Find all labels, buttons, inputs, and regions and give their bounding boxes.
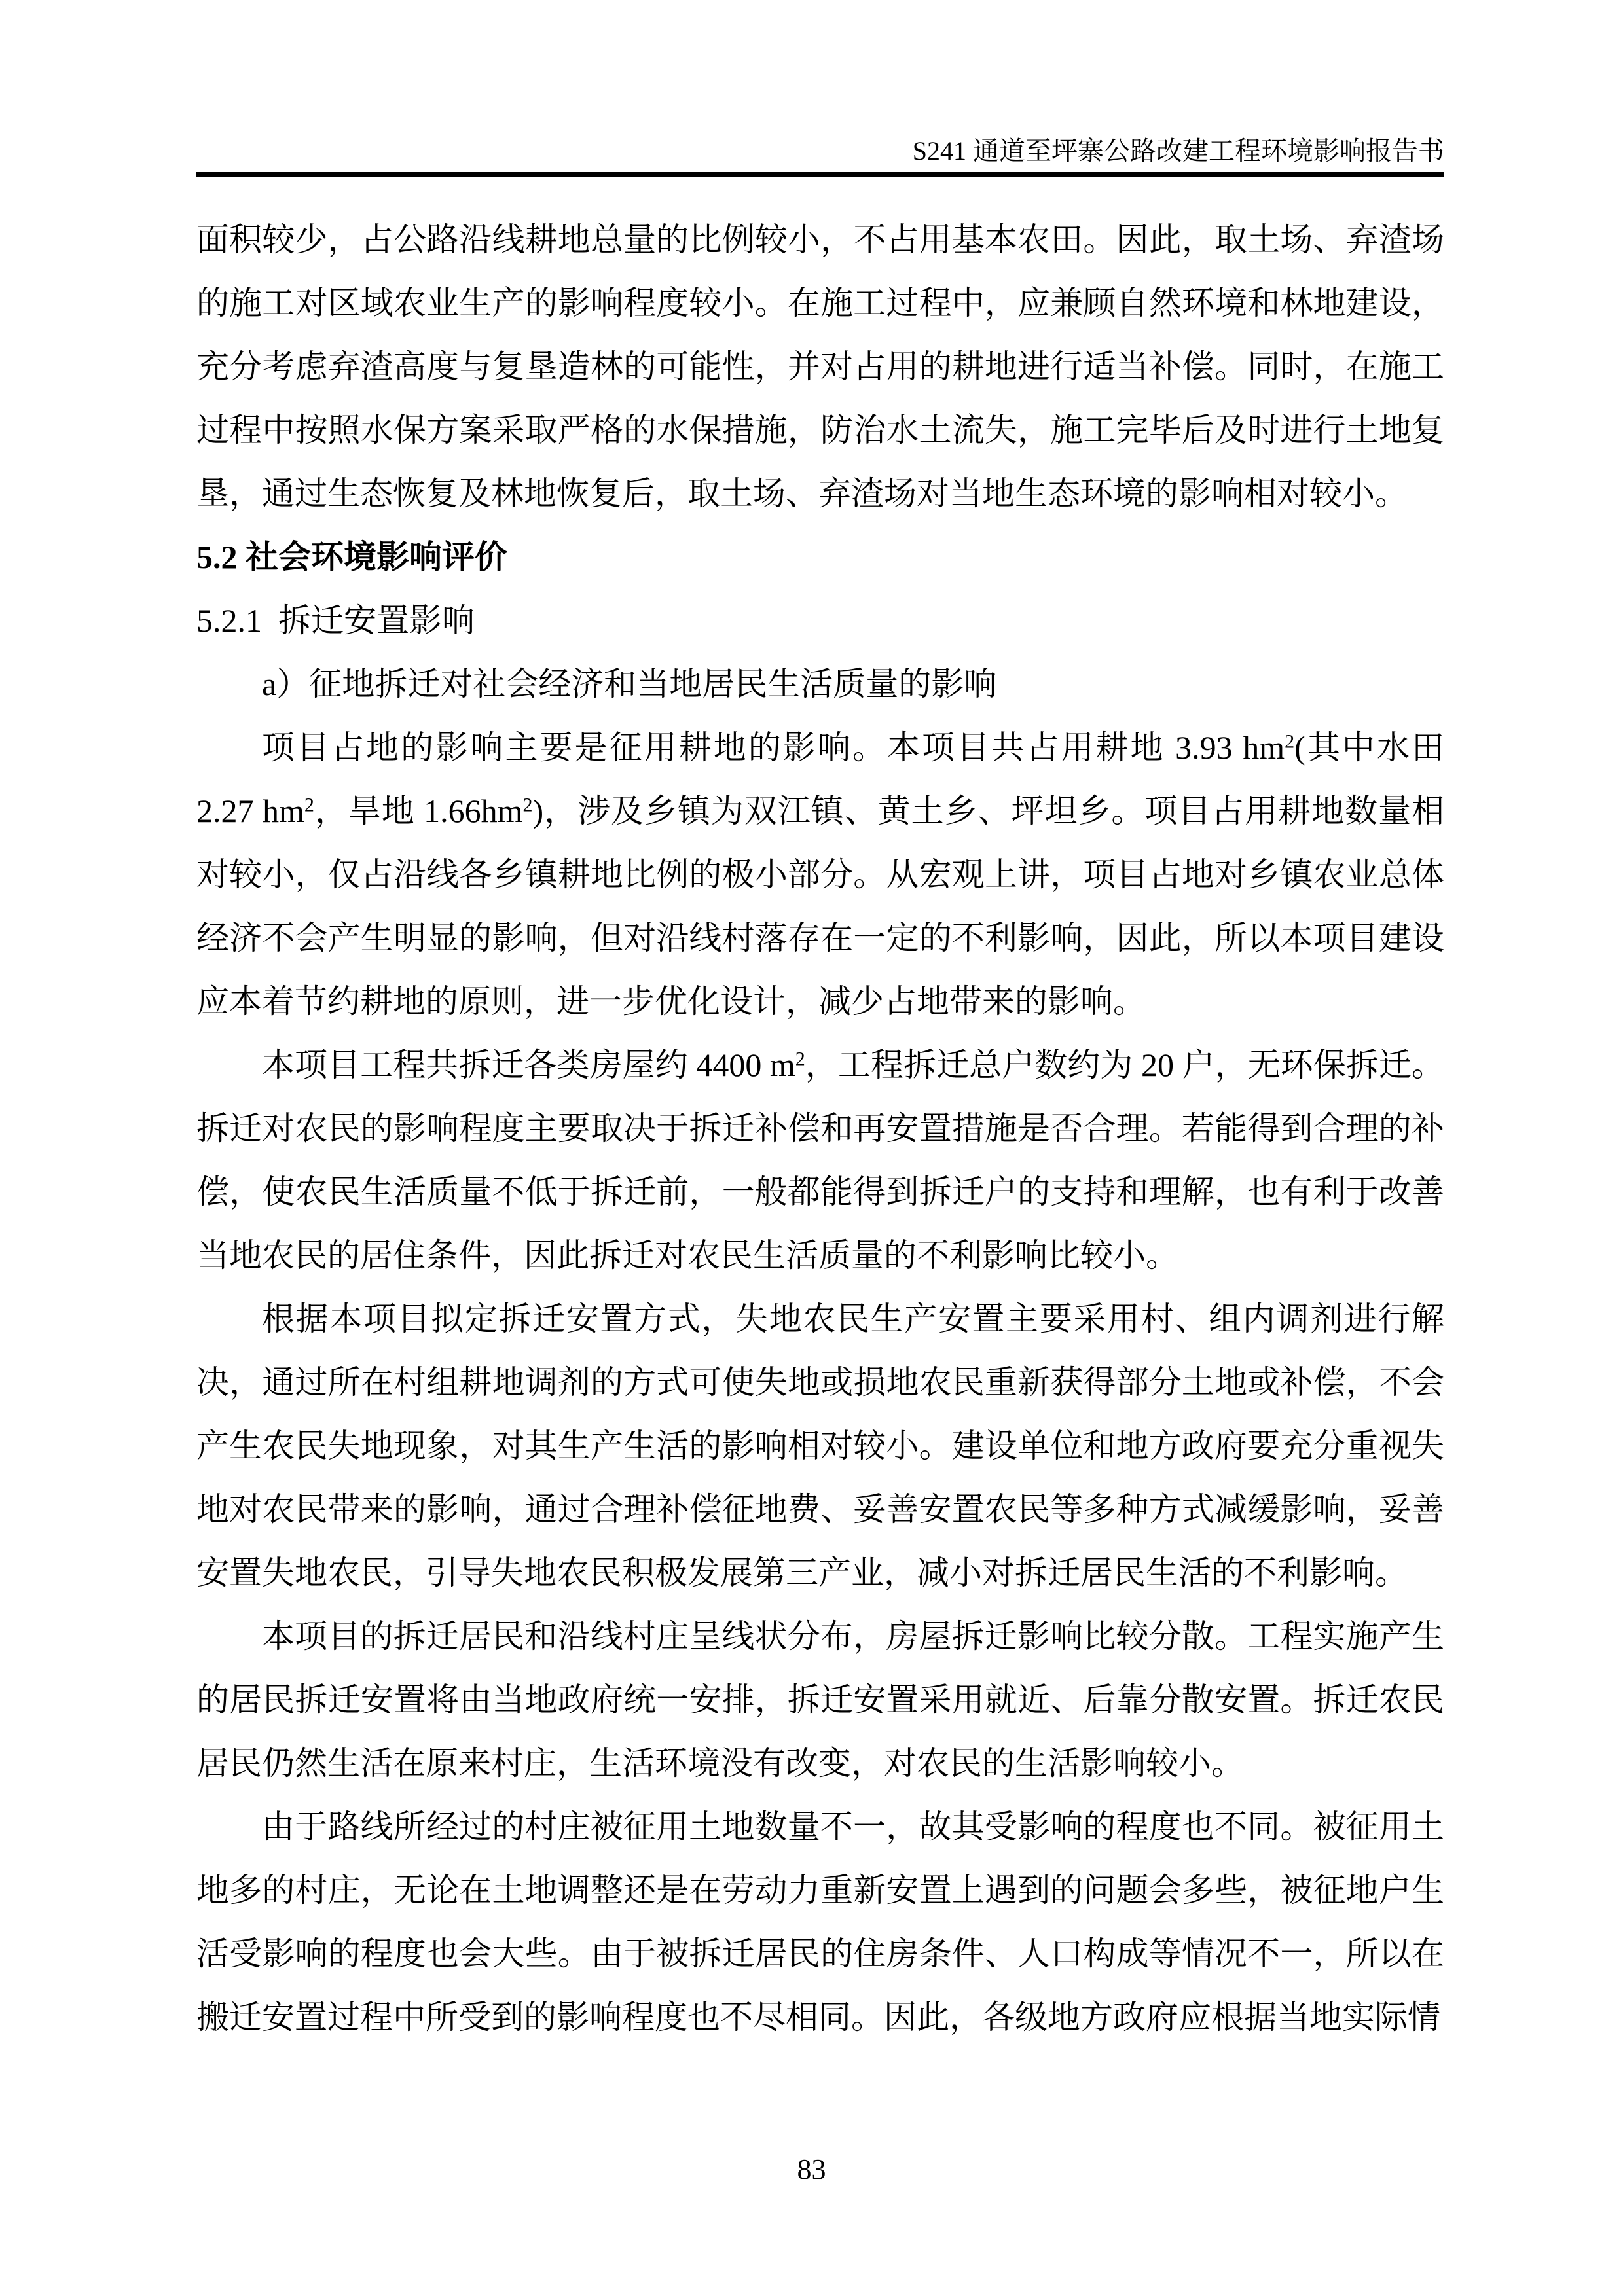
superscript: 2 bbox=[304, 794, 314, 816]
text-run: ，工程拆迁总户数约为 20 户，无环保拆迁。拆迁对农民的影响程度主要取决于拆迁补偿和再安置措施是否合理。若能得到合理的补偿，使农民生活质量不低于拆迁前，一般都能得到拆迁户的支持和理解，也有利于改善当地农民的居住条件，因此拆迁对农民生活质量的不利影响比较小。 bbox=[196, 1047, 1444, 1274]
paragraph-resettlement-method bbox=[196, 1287, 1444, 1605]
header-rule bbox=[196, 172, 1444, 177]
superscript: 2 bbox=[795, 1048, 805, 1070]
page-number: 83 bbox=[797, 2153, 826, 2185]
superscript: 2 bbox=[522, 794, 533, 816]
text-run: 面积较少，占公路沿线耕地总量的比例较小，不占用基本农田。因此，取土场、弃渣场的施工对区域农业生产的影响程度较小。在施工过程中，应兼顾自然环境和林地建设，充分考虑弃渣高度与复垦造林的可能性，并对占用的耕地进行适当补偿。同时，在施工过程中按照水保方案采取严格的水保措施，防治水土流失，施工完毕后及时进行土地复垦，通过生态恢复及林地恢复后，取土场、弃渣场对当地生态环境的影响相对较小。 bbox=[196, 221, 1444, 512]
section-heading-5-2: 5.2 社会环境影响评价 bbox=[196, 539, 507, 575]
text-run: )，涉及乡镇为双江镇、黄土乡、坪坦乡。项目占用耕地数量相对较小，仅占沿线各乡镇耕地比例的极小部分。从宏观上讲，项目占地对乡镇农业总体经济不会产生明显的影响，但对沿线村落存在一定的不利影响，因此，所以本项目建设应本着节约耕地的原则，进一步优化设计，减少占地带来的影响。 bbox=[196, 793, 1444, 1020]
paragraph-farmland-occupation bbox=[196, 716, 1444, 1033]
text-run: 项目占地的影响主要是征用耕地的影响。本项目共占用耕地 3.93 hm bbox=[262, 729, 1285, 766]
list-item-a-heading bbox=[196, 653, 1444, 716]
text-run: 本项目工程共拆迁各类房屋约 4400 m bbox=[262, 1047, 795, 1083]
text-run: (其中水田 2.27 hm bbox=[196, 729, 1445, 829]
document-body bbox=[196, 208, 1444, 2049]
text-run: a）征地拆迁对社会经济和当地居民生活质量的影响 bbox=[262, 666, 997, 702]
text-run: ，旱地 1.66hm bbox=[314, 793, 523, 829]
text-run: 由于路线所经过的村庄被征用土地数量不一，故其受影响的程度也不同。被征用土地多的村庄，无论在土地调整还是在劳动力重新安置上遇到的问题会多些，被征地户生活受影响的程度也会大些。由于被拆迁居民的住房条件、人口构成等情况不一，所以在搬迁安置过程中所受到的影响程度也不尽相同。因此，各级地方政府应根据当地实际情 bbox=[196, 1808, 1444, 2036]
text-run: 根据本项目拟定拆迁安置方式，失地农民生产安置主要采用村、组内调剂进行解决，通过所在村组耕地调剂的方式可使失地或损地农民重新获得部分土地或补偿，不会产生农民失地现象，对其生产生活的影响相对较小。建设单位和地方政府要充分重视失地对农民带来的影响，通过合理补偿征地费、妥善安置农民等多种方式减缓影响，妥善安置失地农民，引导失地农民积极发展第三产业，减小对拆迁居民生活的不利影响。 bbox=[196, 1300, 1444, 1591]
text-run: 本项目的拆迁居民和沿线村庄呈线状分布，房屋拆迁影响比较分散。工程实施产生的居民拆迁安置将由当地政府统一安排，拆迁安置采用就近、后靠分散安置。拆迁农民居民仍然生活在原来村庄，生活环境没有改变，对农民的生活影响较小。 bbox=[196, 1618, 1444, 1782]
subsection-heading-5-2-1: 5.2.1 拆迁安置影响 bbox=[196, 602, 475, 639]
header-title: S241 通道至坪寨公路改建工程环境影响报告书 bbox=[912, 136, 1444, 166]
superscript: 2 bbox=[1285, 730, 1295, 753]
paragraph-land-occupation-conclusion bbox=[196, 208, 1444, 526]
paragraph-village-impact bbox=[196, 1795, 1444, 2049]
paragraph-resettlement-distribution bbox=[196, 1605, 1444, 1795]
paragraph-demolition-quantity bbox=[196, 1033, 1444, 1287]
